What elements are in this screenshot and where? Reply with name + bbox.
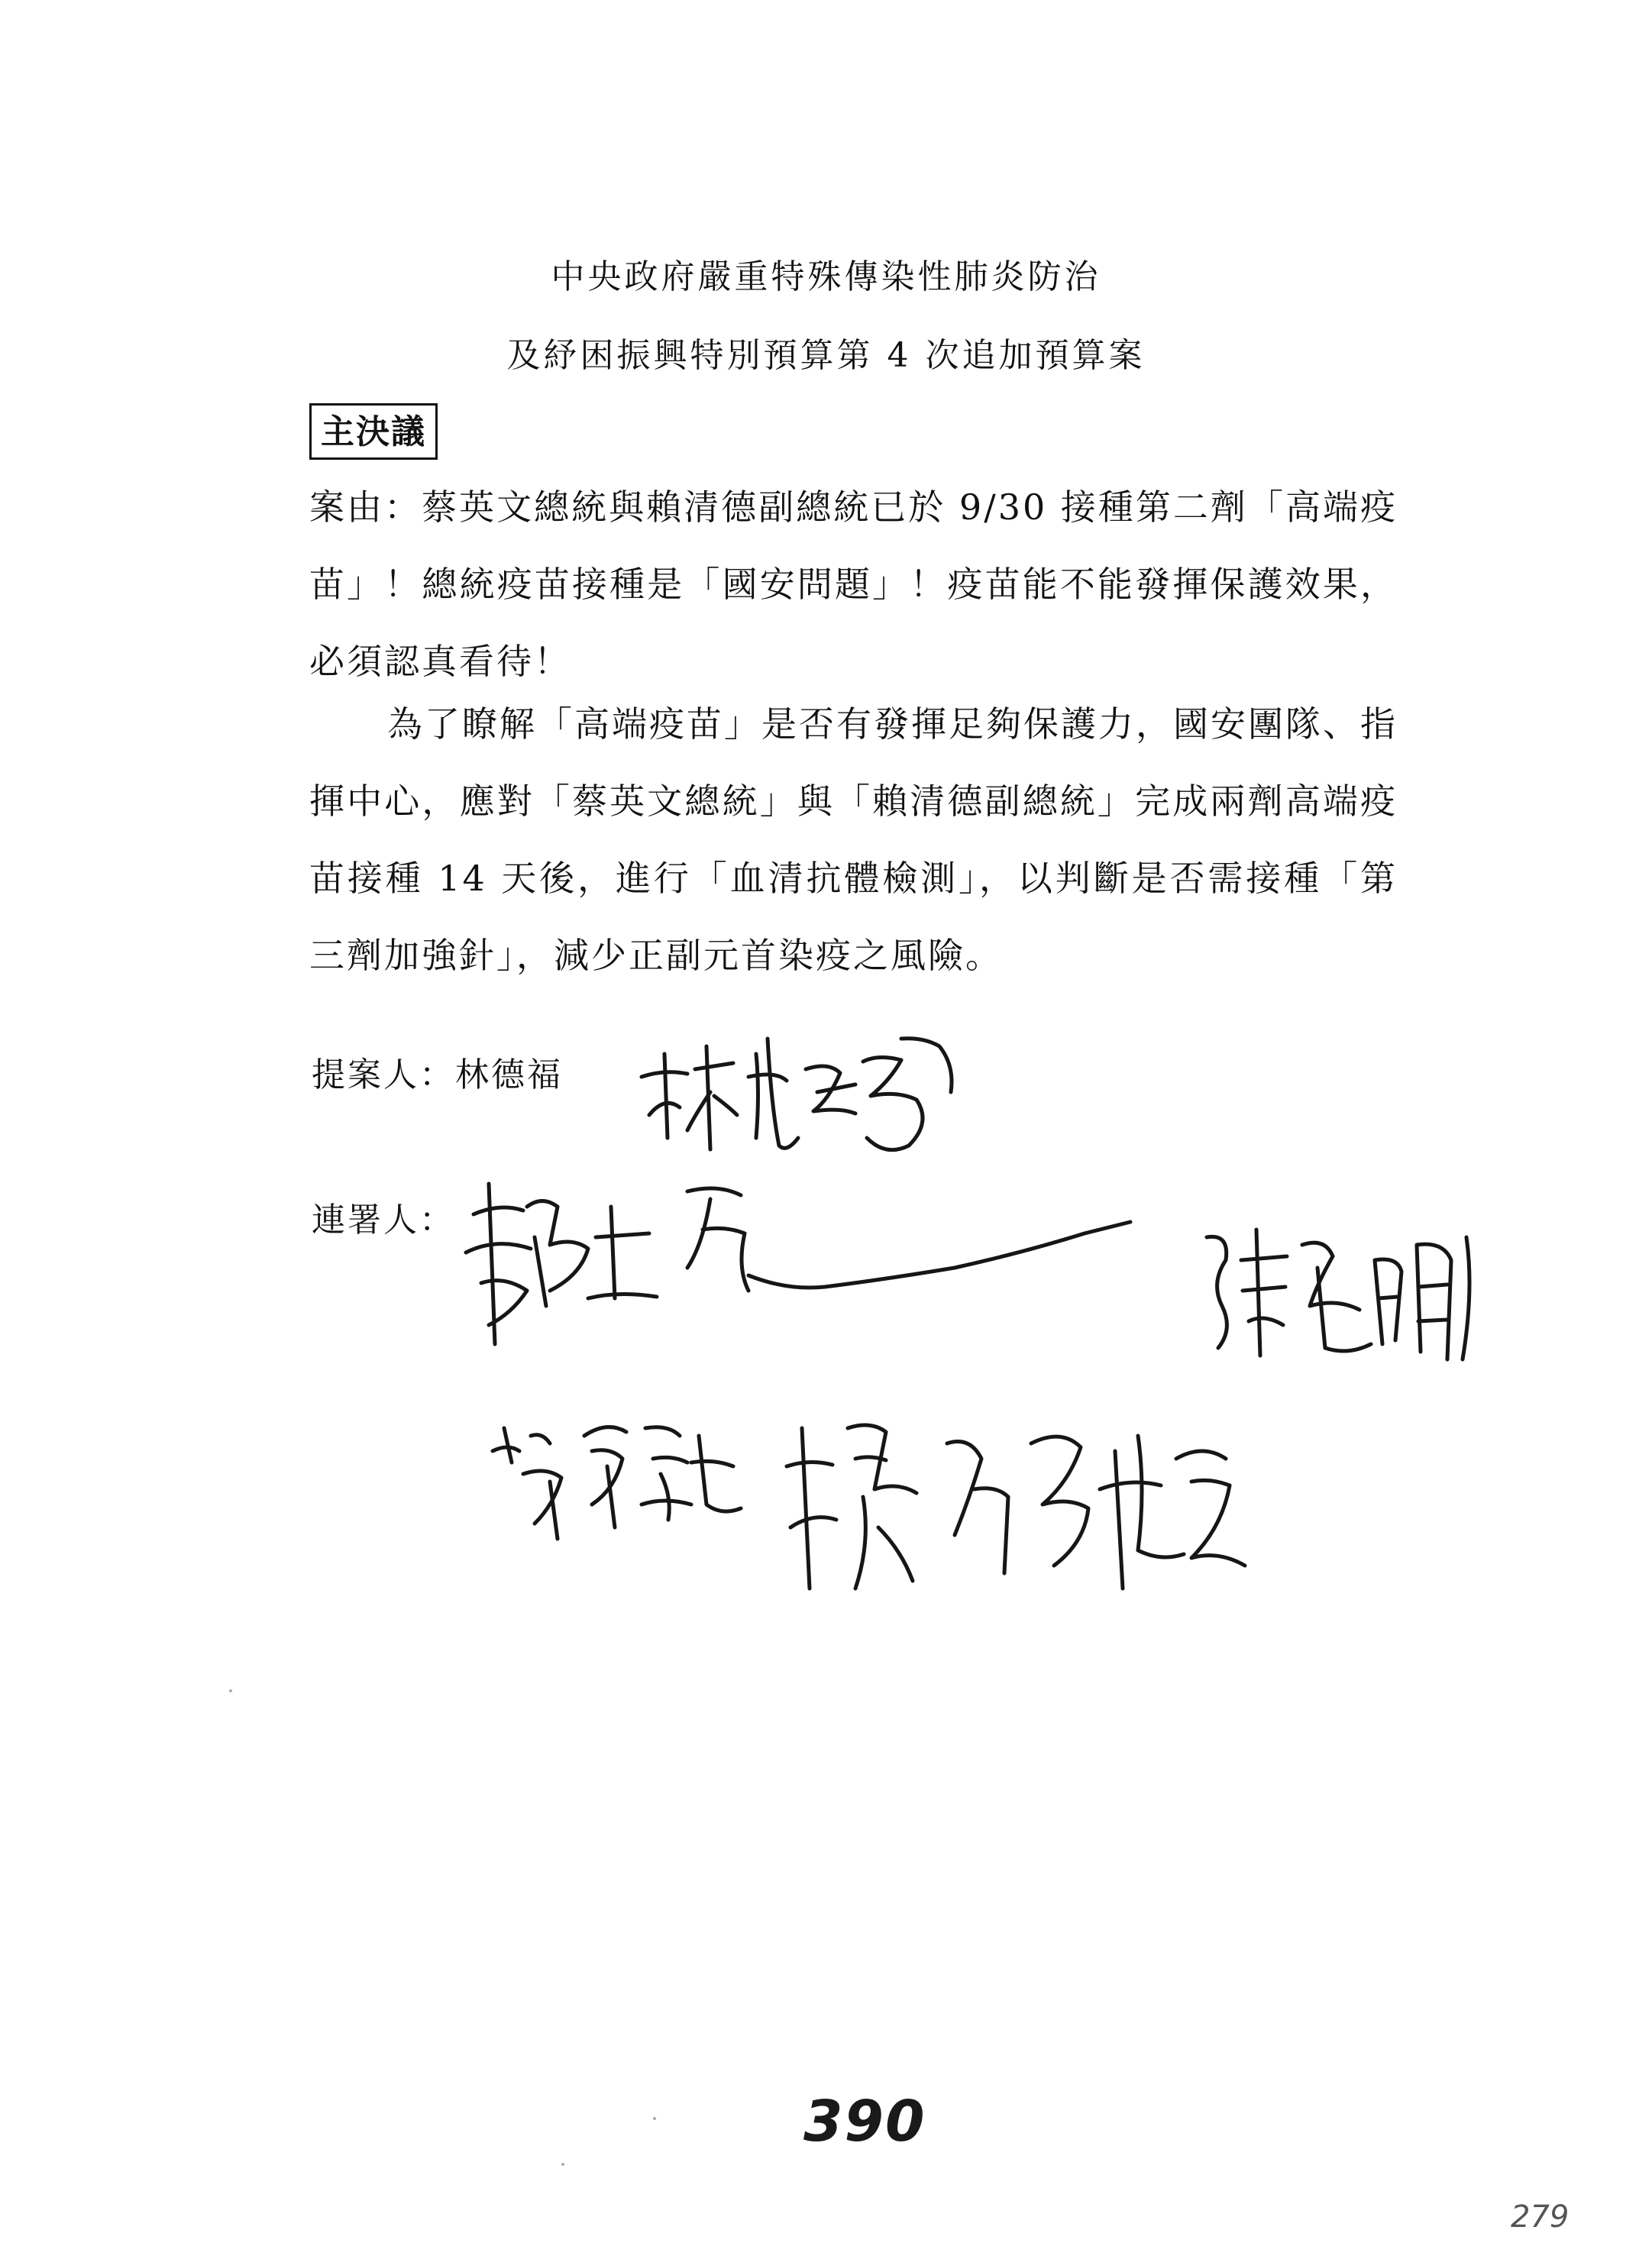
document-title-line-2: 及紓困振興特別預算第 4 次追加預算案 <box>506 336 1146 375</box>
resolution-body-paragraph: 為了瞭解「高端疫苗」是否有發揮足夠保護力，國安團隊、指揮中心，應對「蔡英文總統」與「賴清德副總統」完成兩劑高端疫苗接種 14 天後，進行「血清抗體檢測」，以判斷是否需接種「第三劑加強針」，減少正副元首染疫之風險。 <box>309 703 1398 976</box>
proposer-label: 提案人：林德福 <box>312 1055 563 1094</box>
scan-speck <box>561 2163 564 2166</box>
cosigner-signature-1 <box>458 1161 1146 1359</box>
scan-speck <box>653 2117 656 2120</box>
cosigner-signature-3 <box>477 1390 752 1543</box>
resolution-heading: 主決議 <box>309 403 438 460</box>
document-title-line-1: 中央政府嚴重特殊傳染性肺炎防治 <box>551 257 1101 296</box>
corner-page-number: 279 <box>1511 2199 1570 2235</box>
cosigner-signature-2 <box>1195 1214 1493 1367</box>
proposer-signature <box>634 1023 970 1168</box>
case-reason-paragraph: 案由：蔡英文總統與賴清德副總統已於 9/30 接種第二劑「高端疫苗」！總統疫苗接種是「國安問題」！疫苗能不能發揮保護效果，必須認真看待！ <box>309 486 1398 682</box>
page-number: 390 <box>803 2089 926 2154</box>
cosigner-signature-4 <box>779 1398 1260 1604</box>
cosigner-label: 連署人： <box>312 1201 455 1240</box>
scan-speck <box>229 1689 232 1692</box>
